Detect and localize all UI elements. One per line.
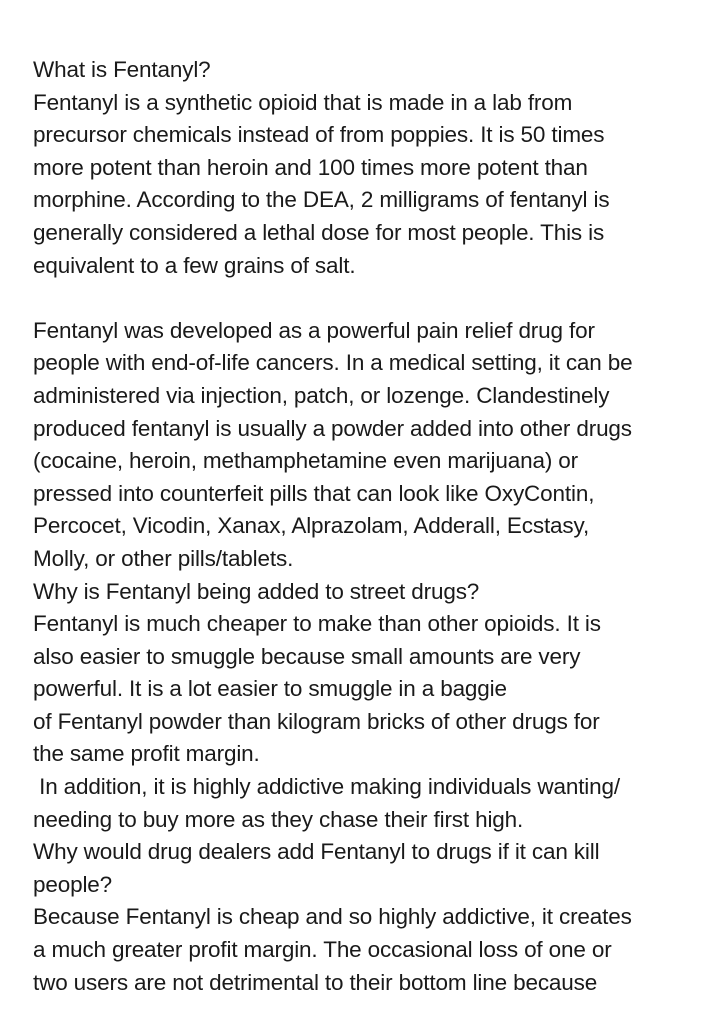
paragraph-line: the same profit margin. [33, 741, 260, 767]
section-heading-why-added: Why is Fentanyl being added to street drugs? [33, 578, 480, 604]
paragraph-line: precursor chemicals instead of from poppies. It is 50 times [33, 122, 605, 148]
paragraph-line: also easier to smuggle because small amounts are very [33, 643, 581, 669]
paragraph-line: Fentanyl is a synthetic opioid that is made in a lab from [33, 89, 573, 115]
paragraph-line: In addition, it is highly addictive making individuals wanting/ [33, 774, 620, 800]
paragraph-line: Molly, or other pills/tablets. [33, 545, 294, 571]
paragraph-line: Fentanyl is much cheaper to make than other opioids. It is [33, 611, 601, 637]
paragraph-line: Percocet, Vicodin, Xanax, Alprazolam, Adderall, Ecstasy, [33, 513, 590, 539]
paragraph-line: powerful. It is a lot easier to smuggle in a baggie [33, 676, 507, 702]
paragraph-line: two users are not detrimental to their bottom line because [33, 969, 598, 995]
paragraph-line: morphine. According to the DEA, 2 milligrams of fentanyl is [33, 187, 610, 213]
paragraph-line: generally considered a lethal dose for most people. This is [33, 219, 605, 245]
paragraph-line: Because Fentanyl is cheap and so highly addictive, it creates [33, 904, 632, 930]
paragraph-line: (cocaine, heroin, methamphetamine even marijuana) or [33, 448, 578, 474]
paragraph-spacer [33, 282, 703, 315]
paragraph-line: equivalent to a few grains of salt. [33, 252, 356, 278]
paragraph-line: produced fentanyl is usually a powder added into other drugs [33, 415, 632, 441]
paragraph-line: people with end-of-life cancers. In a medical setting, it can be [33, 350, 633, 376]
section-heading-why-dealers: Why would drug dealers add Fentanyl to drugs if it can kill [33, 839, 600, 865]
section-heading-what-is-fentanyl: What is Fentanyl? [33, 57, 211, 82]
paragraph-line: administered via injection, patch, or lozenge. Clandestinely [33, 382, 610, 408]
paragraph-line: needing to buy more as they chase their first high. [33, 806, 524, 832]
paragraph-line: of Fentanyl powder than kilogram bricks of other drugs for [33, 708, 600, 734]
paragraph-line: a much greater profit margin. The occasional loss of one or [33, 937, 612, 963]
paragraph-line: more potent than heroin and 100 times more potent than [33, 154, 588, 180]
document-body [33, 54, 703, 999]
section-heading-why-dealers: people? [33, 871, 113, 897]
paragraph-line: Fentanyl was developed as a powerful pain relief drug for [33, 317, 595, 343]
paragraph-line: pressed into counterfeit pills that can look like OxyContin, [33, 480, 595, 506]
